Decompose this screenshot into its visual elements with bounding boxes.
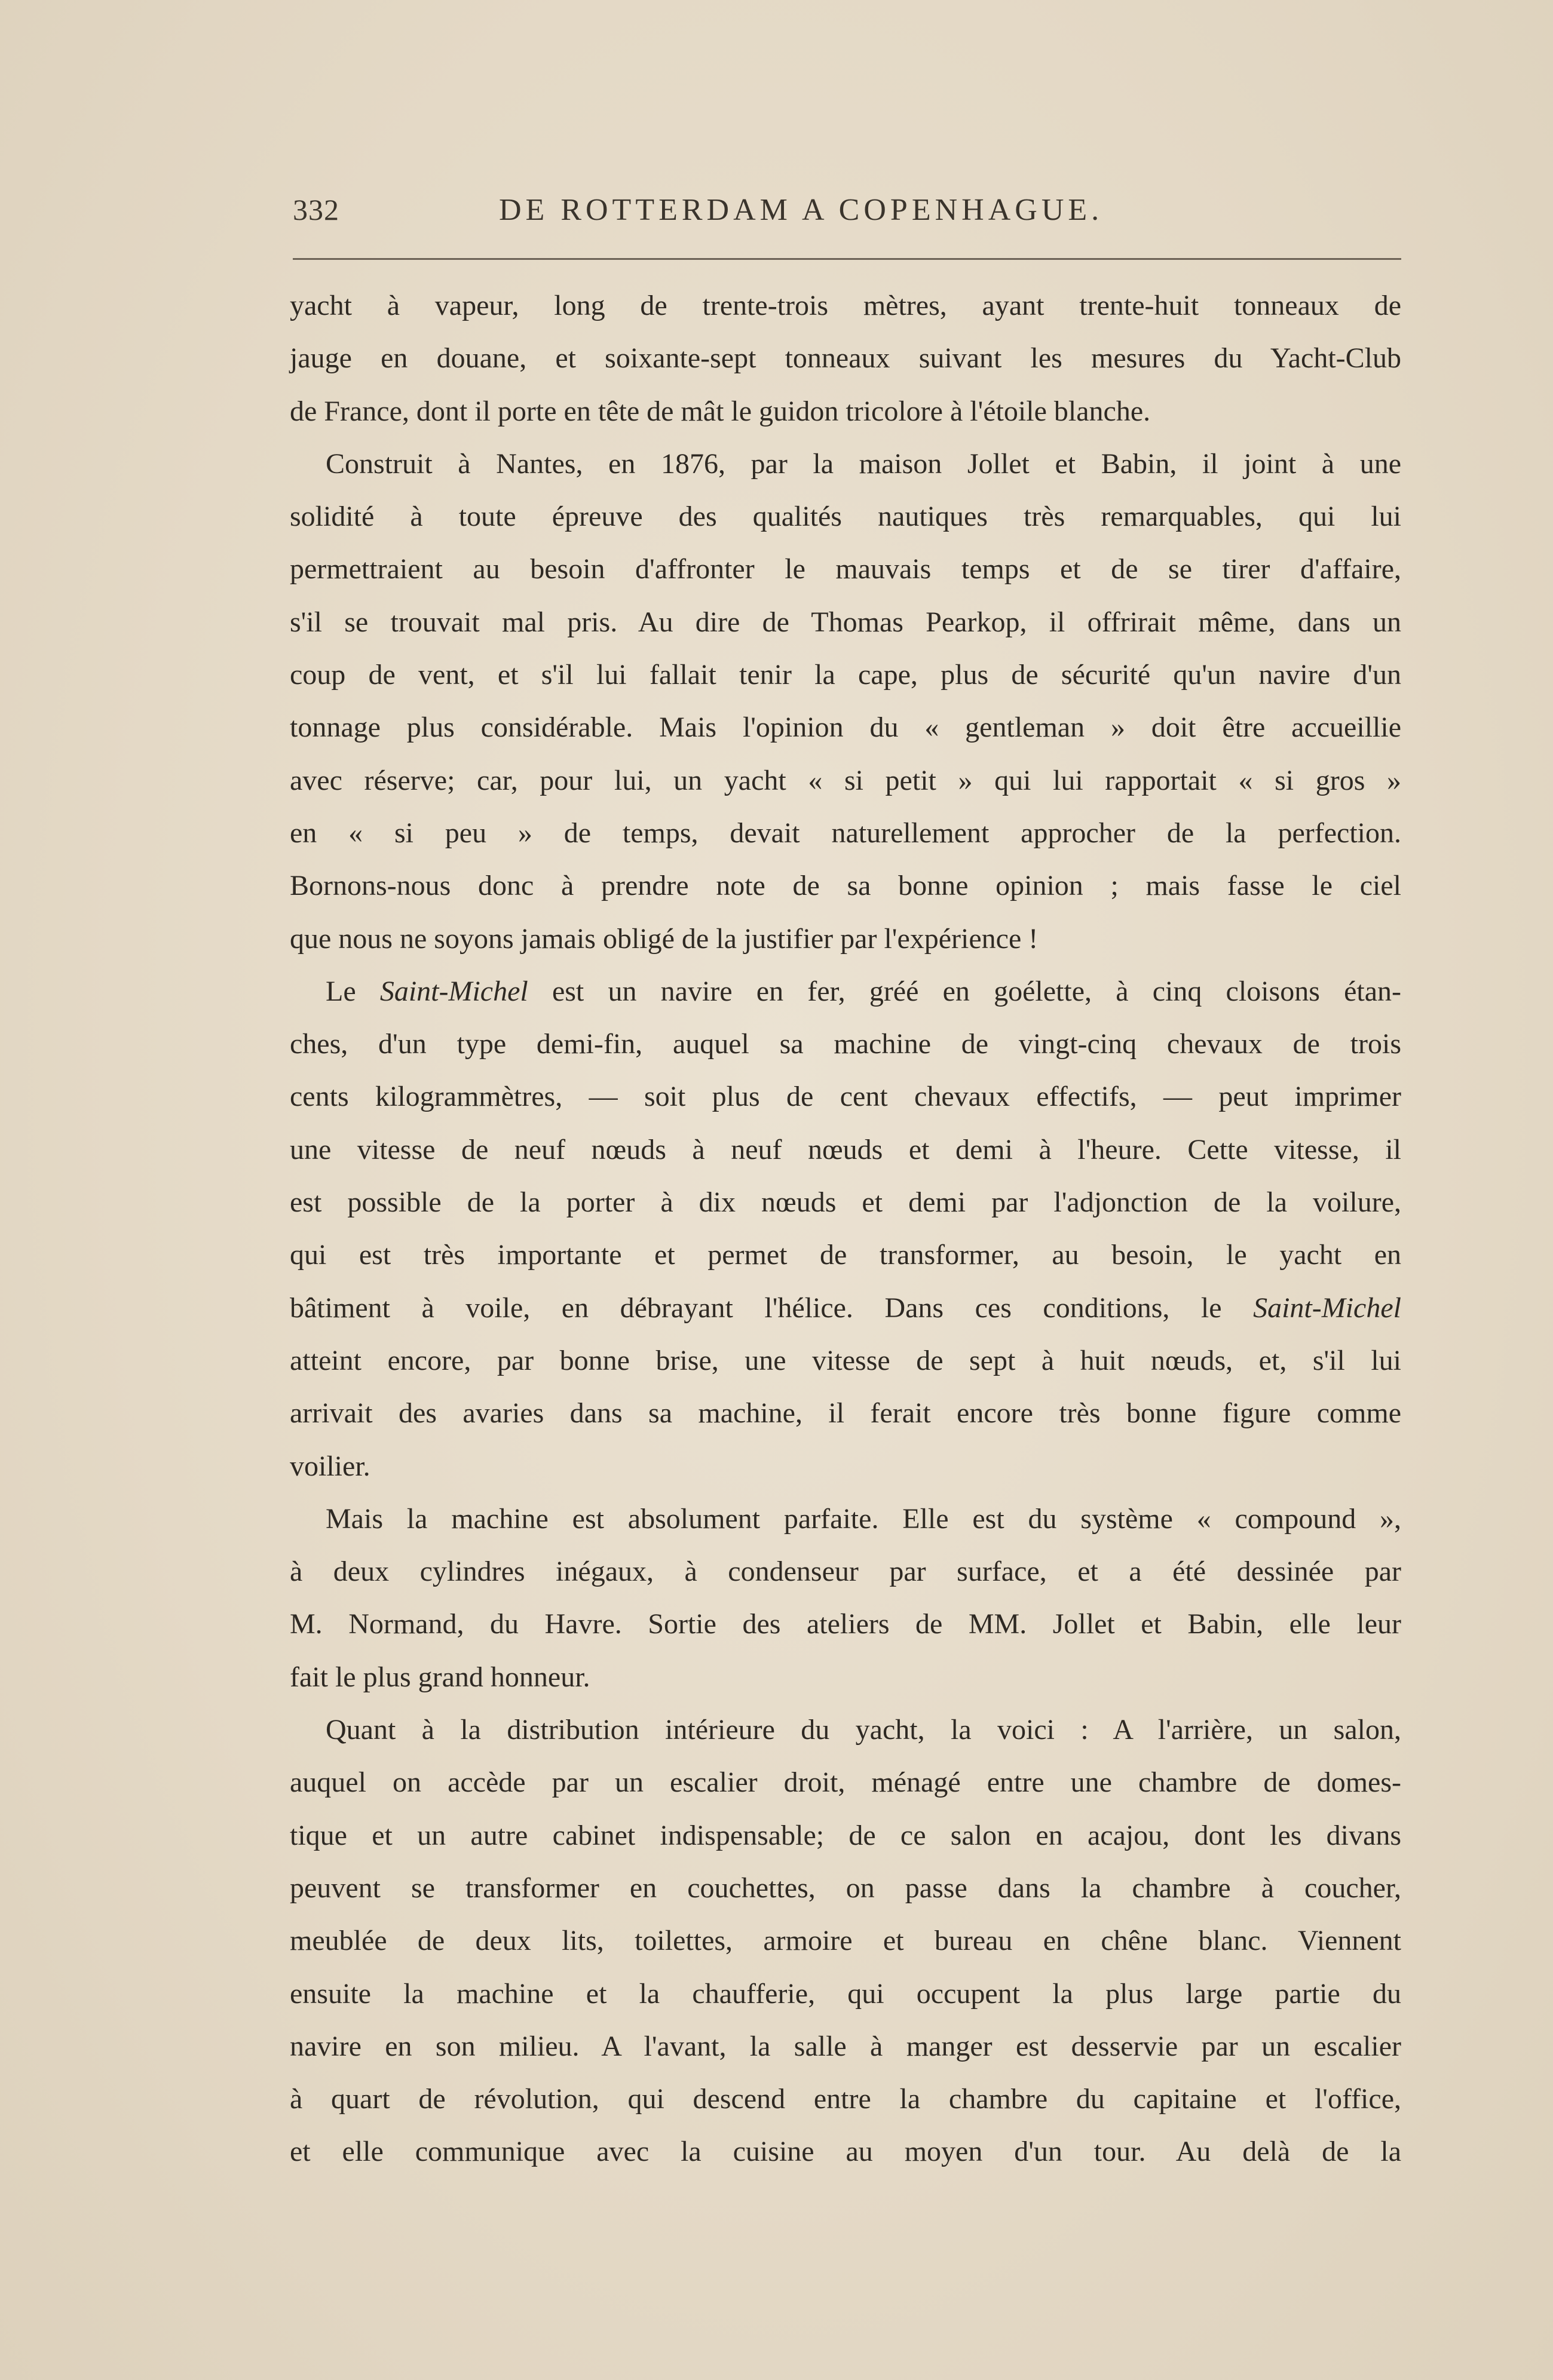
text-line	[290, 965, 1401, 1018]
text-line: yacht à vapeur, long de trente-trois mètres, ayant trente-huit tonneaux de	[290, 290, 1401, 321]
text-line: tonnage plus considérable. Mais l'opinion du « gentleman » doit être accueillie	[290, 711, 1401, 744]
text-line: avec réserve; car, pour lui, un yacht « si petit » qui lui rapportait « si gros »	[290, 764, 1401, 796]
text-line: à deux cylindres inégaux, à condenseur par surface, et a été dessinée par	[290, 1556, 1401, 1588]
text-line: fait le plus grand honneur.	[290, 1661, 590, 1693]
text-line: M. Normand, du Havre. Sortie des ateliers de MM. Jollet et Babin, elle leur	[290, 1608, 1401, 1640]
text-line: permettraient au besoin d'affronter le mauvais temps et de se tirer d'affaire,	[290, 553, 1401, 585]
text-line: navire en son milieu. A l'avant, la salle à manger est desservie par un escalier	[290, 2030, 1401, 2062]
text-line: s'il se trouvait mal pris. Au dire de Thomas Pearkop, il offrirait même, dans un	[290, 606, 1401, 638]
text-line: voilier.	[290, 1450, 370, 1482]
text-line: ensuite la machine et la chaufferie, qui occupent la plus large partie du	[290, 1977, 1401, 2010]
text-line: en « si peu » de temps, devait naturellement approcher de la perfection.	[290, 817, 1401, 849]
text-line: cents kilogrammètres, — soit plus de cent chevaux effectifs, — peut imprimer	[290, 1081, 1401, 1113]
text-segment: bâtiment à voile, en débrayant l'hélice. Dans ces conditions, le	[290, 1292, 1254, 1324]
text-line: auquel on accède par un escalier droit, ménagé entre une chambre de domes-	[290, 1766, 1401, 1799]
running-head: DE ROTTERDAM A COPENHAGUE.	[499, 193, 1104, 227]
ship-name: Saint-Michel	[1253, 1292, 1401, 1324]
text-line: qui est très importante et permet de transformer, au besoin, le yacht en	[290, 1239, 1401, 1271]
page-number: 332	[293, 193, 339, 226]
text-segment: est un navire en fer, gréé en goélette, à cinq cloisons étan-	[528, 975, 1402, 1007]
text-line: atteint encore, par bonne brise, une vitesse de sept à huit nœuds, et, s'il lui	[290, 1344, 1401, 1376]
text-line: coup de vent, et s'il lui fallait tenir la cape, plus de sécurité qu'un navire d'un	[290, 659, 1401, 691]
text-line: Bornons-nous donc à prendre note de sa bonne opinion ; mais fasse le ciel	[290, 870, 1401, 902]
text-line: Mais la machine est absolument parfaite. Elle est du système « compound »,	[326, 1502, 1401, 1535]
text-segment: Le	[326, 975, 380, 1007]
text-line: ches, d'un type demi-fin, auquel sa machine de vingt-cinq chevaux de trois	[290, 1028, 1401, 1060]
text-line: peuvent se transformer en couchettes, on passe dans la chambre à coucher,	[290, 1872, 1401, 1904]
text-line: jauge en douane, et soixante-sept tonneaux suivant les mesures du Yacht-Club	[290, 342, 1401, 375]
page-header	[293, 192, 1401, 240]
ship-name: Saint-Michel	[379, 975, 528, 1007]
text-line: une vitesse de neuf nœuds à neuf nœuds et demi à l'heure. Cette vitesse, il	[290, 1133, 1401, 1166]
text-line: solidité à toute épreuve des qualités nautiques très remarquables, qui lui	[290, 501, 1401, 533]
text-line: tique et un autre cabinet indispensable; de ce salon en acajou, dont les divans	[290, 1819, 1401, 1851]
text-line: et elle communique avec la cuisine au moyen d'un tour. Au delà de la	[290, 2136, 1401, 2168]
text-line: que nous ne soyons jamais obligé de la justifier par l'expérience !	[290, 922, 1039, 955]
text-line: arrivait des avaries dans sa machine, il ferait encore très bonne figure comme	[290, 1397, 1401, 1430]
text-line: meublée de deux lits, toilettes, armoire et bureau en chêne blanc. Viennent	[290, 1925, 1401, 1957]
text-line: de France, dont il porte en tête de mât le guidon tricolore à l'étoile blanche.	[290, 395, 1151, 427]
text-line: Quant à la distribution intérieure du yacht, la voici : A l'arrière, un salon,	[326, 1714, 1401, 1746]
header-rule	[293, 258, 1401, 260]
text-line	[290, 1282, 1401, 1335]
text-line: est possible de la porter à dix nœuds et demi par l'adjonction de la voilure,	[290, 1186, 1401, 1219]
text-line: à quart de révolution, qui descend entre la chambre du capitaine et l'office,	[290, 2083, 1401, 2115]
body-text	[290, 280, 1401, 2179]
text-line: Construit à Nantes, en 1876, par la maison Jollet et Babin, il joint à une	[326, 447, 1401, 480]
